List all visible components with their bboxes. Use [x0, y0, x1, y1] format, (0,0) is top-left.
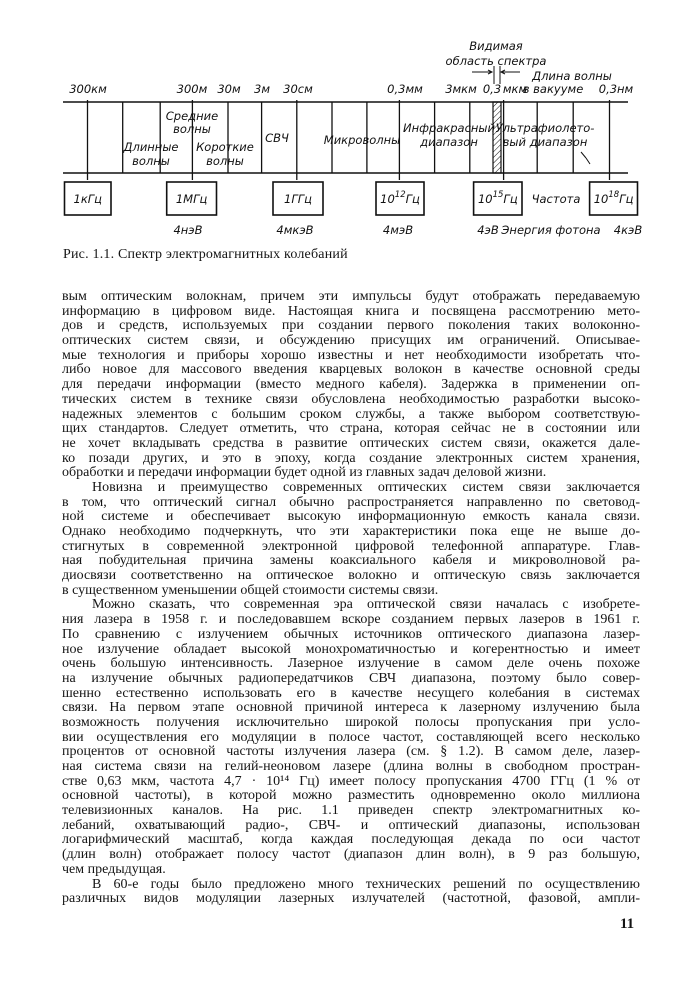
text-line: (длин волн) отображает полосу частот (диапазон длин волн), в 9 раз большую, — [62, 847, 640, 863]
band-labels — [122, 109, 594, 168]
energy-label: 4кэВ — [613, 223, 643, 237]
text-line: Однако необходимо подчеркнуть, что эти характеристики пока еще не выше до- — [62, 524, 640, 539]
text-line: дов и средств, используемых при создании первого поколения таких волоконно- — [62, 318, 640, 334]
energy-axis-label: Энергия фотона — [501, 223, 601, 237]
wavelength-label: 30см — [283, 82, 313, 96]
text-line: ная побудительная причина замены коаксиального кабеля и микроволновой ра- — [62, 553, 640, 569]
visible-label-line2: область спектра — [445, 54, 547, 68]
text-line: тических систем в технике связи обусловлена необходимостью разработки высоко- — [62, 391, 640, 407]
band-ultraviolet: Ультрафиолето- — [495, 121, 595, 135]
band-infrared: диапазон — [420, 135, 478, 149]
energy-label: 4нэВ — [173, 223, 203, 237]
text-line: обработки и передачи информации будет одной из главных задач деловой жизни. — [62, 465, 547, 481]
visible-band-hatch — [493, 102, 501, 173]
frequency-value: 1кГц — [73, 192, 102, 206]
band-long-waves: Длинные — [123, 140, 179, 154]
text-line: на излучение обычных радиопередатчиков СВЧ диапазона, поэтому было совер- — [62, 670, 640, 686]
text-line: ной системе и обеспечивает высокую информационную емкость канала связи. — [62, 509, 640, 525]
text-line: По сравнению с излучением обычных источников оптического диапазона лазер- — [62, 626, 640, 642]
frequency-value: $10^{18}Гц$ — [593, 190, 634, 206]
text-line: ная система связи на гелий-неоновом лазере (длина волны в свободном простран- — [62, 759, 640, 774]
text-line: очень большую интенсивность. Лазерное излучение в самом деле очень похоже — [62, 656, 640, 672]
text-line: основной частоты), в которой можно разместить одновременно около миллиона — [62, 788, 640, 804]
text-line: Новизна и преимущество современных оптических систем связи заключается — [92, 479, 640, 495]
text-line: в существенном уменьшении общей стоимости системы связи. — [62, 582, 439, 598]
text-line: телевизионных каналов. На рис. 1.1 приведен спектр электромагнитных ко- — [62, 803, 640, 819]
wavelength-label: в вакууме — [522, 82, 584, 96]
text-line: ное излучение обладает высокой монохроматичностью и когерентностью и имеет — [62, 641, 640, 657]
wavelength-label: 0,3нм — [598, 82, 634, 96]
wavelength-axis-label: Длина волны — [532, 69, 612, 83]
frequency-value: 1МГц — [175, 192, 208, 206]
band-svch: СВЧ — [265, 131, 289, 145]
text-line: вым оптическим волокнам, причем эти импульсы будут отображать передаваемую — [62, 289, 640, 304]
energy-label: 4эВ — [477, 223, 499, 237]
text-line: информацию в цифровом виде. Настоящая книга и посвящена рассмотрению мето- — [62, 303, 640, 319]
text-line: оптических систем связи, и обсуждению присущих им ограничений. Описывае- — [62, 333, 640, 349]
text-line: ко позади других, и это в эпоху, когда создание электронных систем хранения, — [62, 450, 640, 466]
frequency-box — [273, 182, 323, 215]
energy-label: 4мэВ — [382, 223, 414, 237]
text-line: ния лазера в 1958 г. и последовавшем вскоре созданием первых лазеров в 1961 г. — [62, 612, 640, 628]
text-line: щих стандартов. Следует отметить, что страна, которая сейчас не в состоянии или — [62, 421, 640, 437]
text-line: В 60-е годы было предложено много технических решений по осуществлению — [92, 876, 640, 892]
text-line: вии осуществления его модуляции в полосе частот, составляющей всего несколько — [62, 729, 640, 745]
text-line: различных видов модуляции лазерных излучателей (частотной, фазовой, ампли- — [62, 891, 640, 907]
text-line: Можно сказать, что современная эра оптической связи началась с изобрете- — [92, 597, 640, 613]
page-number: 11 — [620, 916, 635, 932]
text-line: стве 0,63 мкм, частота 4,7 · 10¹⁴ Гц) имеет полосу пропускания 4700 ГГц (1 % от — [62, 773, 640, 789]
energy-label: 4мкэВ — [276, 223, 314, 237]
text-line: связи. На первом этапе основной причиной интереса к лазерному излучению была — [62, 700, 640, 716]
wavelength-label: 0,3мм — [387, 82, 423, 96]
band-ultraviolet: вый диапазон — [502, 135, 588, 149]
frequency-box — [474, 182, 522, 215]
text-line: стигнутых в современной электронной цифровой телефонной аппаратуре. Глав- — [62, 538, 640, 554]
wavelength-labels — [69, 82, 633, 96]
frequency-axis-label: Частота — [531, 192, 581, 206]
figure-caption: Рис. 1.1. Спектр электромагнитных колебаний — [63, 247, 348, 262]
text-line: чем предыдущая. — [62, 861, 166, 877]
text-line: шенно естественно использовать его в качестве несущего колебания в системах — [62, 685, 640, 701]
wavelength-label: мкм — [502, 82, 528, 96]
text-line: лебаний, охватывающий радио-, СВЧ- и оптический диапазоны, использован — [62, 817, 640, 833]
wavelength-label: 30м — [217, 82, 241, 96]
text-line: мые технология и приборы хорошо известны и нет необходимости изобретать что- — [62, 347, 640, 363]
frequency-box — [376, 182, 424, 215]
wavelength-label: 300м — [176, 82, 208, 96]
text-line: либо новое для массового введения кварцевых волокон в качестве основной среды — [62, 362, 640, 378]
wavelength-label: 0,3 — [482, 82, 502, 96]
band-medium-waves: Средние — [165, 109, 219, 123]
band-short-waves: Короткие — [196, 140, 254, 154]
text-line: в том, что оптический сигнал обычно распространяется направленно по световод- — [62, 494, 640, 510]
visible-label-line1: Видимая — [469, 39, 523, 53]
body-text — [62, 290, 640, 907]
frequency-value: 1ГГц — [284, 192, 312, 206]
energy-labels — [173, 223, 642, 237]
frequency-box — [65, 182, 112, 215]
wavelength-label: 3м — [254, 82, 270, 96]
band-short-waves: волны — [206, 154, 244, 168]
text-line: логарифмический масштаб, когда каждая последующая декада по оси частот — [62, 832, 640, 848]
electromagnetic-spectrum-figure — [0, 0, 700, 245]
wavelength-label: 300км — [69, 82, 107, 96]
text-line: процентов от основной частоты излучения лазера (см. § 1.2). В самом деле, лазер- — [62, 744, 640, 760]
text-line: возможность получения исключительно широкой полосы пропускания при усло- — [62, 714, 640, 730]
frequency-box — [167, 182, 217, 215]
text-line: для передачи информации (вместо медного кабеля). Задержка в применении оп- — [62, 377, 640, 393]
band-microwaves: Микроволны — [323, 133, 401, 147]
frequency-value: $10^{15}Гц$ — [477, 190, 518, 206]
band-medium-waves: волны — [173, 122, 211, 136]
text-line: диосвязи соответственно на оптическое волокно и оптическую связь заключается — [62, 568, 640, 584]
band-long-waves: волны — [132, 154, 170, 168]
visible-region-label — [446, 39, 612, 83]
wavelength-label: 3мкм — [445, 82, 477, 96]
uv-pointer — [586, 158, 590, 164]
text-line: не хочет вкладывать средства в развитие оптических систем связи, окажется дале- — [62, 435, 640, 451]
text-line: надежных элементов с большим сроком службы, а также выбором соответствую- — [62, 406, 640, 422]
band-infrared: Инфракрасный — [403, 121, 495, 135]
frequency-value: $10^{12}Гц$ — [380, 190, 420, 206]
frequency-box — [590, 182, 638, 215]
